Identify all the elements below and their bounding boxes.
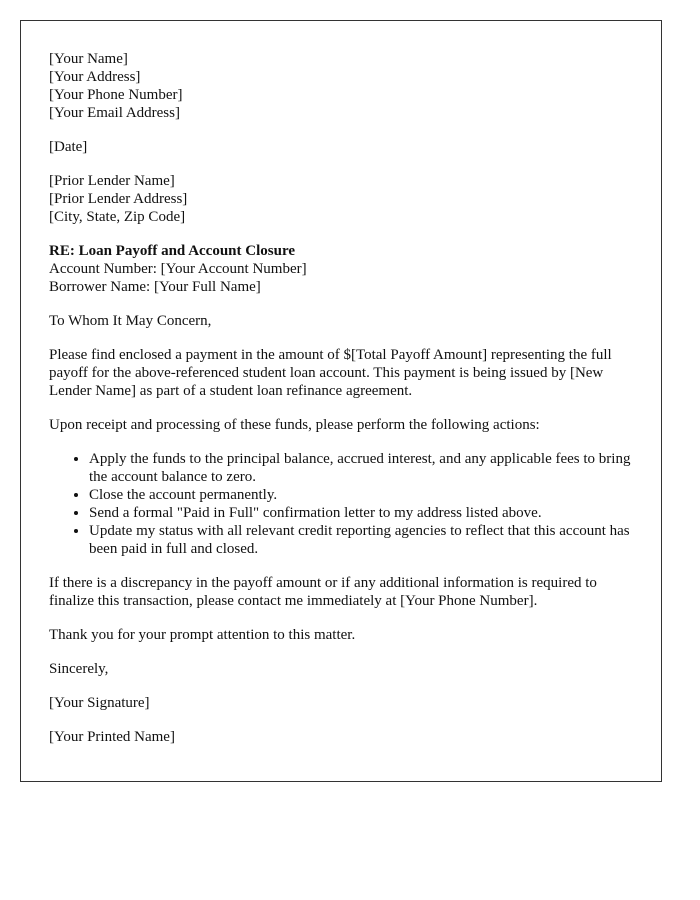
signature-placeholder: [Your Signature] [49,695,150,711]
reference-block [49,242,634,296]
body-paragraph-discrepancy: If there is a discrepancy in the payoff amount or if any additional information is required to finalize this transaction, please contact me immediately at [Your Phone Number]. [49,575,597,609]
letter-date: [Date] [49,139,88,155]
action-item: • Send a formal "Paid in Full" confirmation letter to my address listed above. [89,504,634,522]
letter-page [20,20,662,782]
recipient-city-state-zip: [City, State, Zip Code] [49,209,186,225]
action-item: • Close the account permanently. [89,486,634,504]
letter-content [49,50,634,762]
subject-line: RE: Loan Payoff and Account Closure [49,243,295,259]
sender-name: [Your Name] [49,51,128,67]
account-number: Account Number: [Your Account Number] [49,261,307,277]
body-paragraph-actions-intro: Upon receipt and processing of these funds, please perform the following actions: [49,417,540,433]
actions-list [49,450,634,558]
printed-name: [Your Printed Name] [49,729,175,745]
body-paragraph-thanks: Thank you for your prompt attention to this matter. [49,627,356,643]
recipient-address: [Prior Lender Address] [49,191,188,207]
sender-phone: [Your Phone Number] [49,87,183,103]
date-block [49,138,634,156]
sender-block [49,50,634,122]
sender-email: [Your Email Address] [49,105,180,121]
body-paragraph-payment: Please find enclosed a payment in the amount of $[Total Payoff Amount] representing the full payoff for the above-referenced student loan account. This payment is being issued by [New Lender Name] as part of a student loan refinance agreement. [49,347,612,399]
action-item: • Update my status with all relevant credit reporting agencies to reflect that this account has been paid in full and closed. [89,522,634,558]
borrower-name: Borrower Name: [Your Full Name] [49,279,261,295]
recipient-name: [Prior Lender Name] [49,173,175,189]
salutation: To Whom It May Concern, [49,313,212,329]
recipient-block [49,172,634,226]
action-item: • Apply the funds to the principal balance, accrued interest, and any applicable fees to bring the account balance to zero. [89,450,634,486]
valediction: Sincerely, [49,661,109,677]
sender-address: [Your Address] [49,69,141,85]
